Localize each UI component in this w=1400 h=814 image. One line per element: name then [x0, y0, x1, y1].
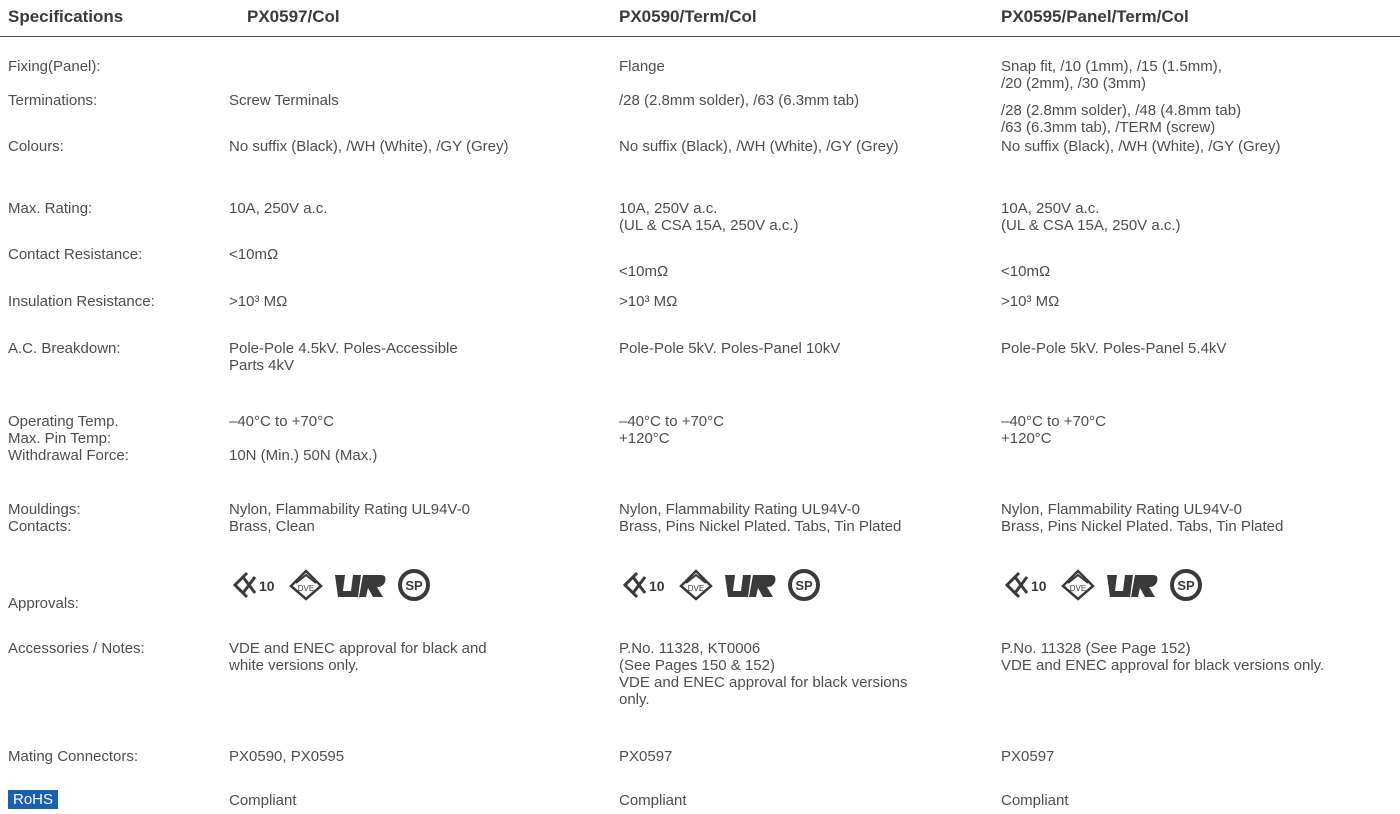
- value-rohs-px0590: Compliant: [619, 792, 687, 809]
- rohs-badge: [8, 790, 58, 809]
- value-terminations-px0590: /28 (2.8mm solder), /63 (6.3mm tab): [619, 92, 860, 109]
- header-px0595: PX0595/Panel/Term/Col: [1001, 7, 1189, 26]
- header-px0597: PX0597/Col: [247, 7, 340, 26]
- value-mating-px0597: PX0590, PX0595: [229, 748, 345, 765]
- approval-marks-px0590: [619, 568, 989, 602]
- value-accessories-px0595: P.No. 11328 (See Page 152) VDE and ENEC approval for black versions only.: [1001, 640, 1325, 674]
- vde-icon: [1061, 569, 1095, 601]
- value-terminations-px0595: /28 (2.8mm solder), /48 (4.8mm tab) /63 (6.3mm tab), /TERM (screw): [1001, 102, 1242, 136]
- header-px0590: PX0590/Term/Col: [619, 7, 757, 26]
- label-contact-resistance: Contact Resistance:: [8, 246, 143, 263]
- enec-10-icon: [619, 569, 669, 601]
- svg-text:DVE: DVE: [297, 584, 315, 593]
- label-ac-breakdown: A.C. Breakdown:: [8, 340, 121, 357]
- value-colours-px0590: No suffix (Black), /WH (White), /GY (Grey): [619, 138, 899, 155]
- label-insulation-resistance: Insulation Resistance:: [8, 293, 155, 310]
- value-temperatures-px0595: –40°C to +70°C +120°C: [1001, 413, 1106, 447]
- value-contact-resistance-px0590: <10mΩ: [619, 263, 669, 280]
- header-specifications: Specifications: [8, 7, 124, 26]
- approval-marks-px0597: [229, 568, 599, 602]
- value-ac-breakdown-px0595: Pole-Pole 5kV. Poles-Panel 5.4kV: [1001, 340, 1227, 357]
- value-insulation-resistance-px0595: >10³ MΩ: [1001, 293, 1060, 310]
- value-mating-px0590: PX0597: [619, 748, 673, 765]
- label-materials: Mouldings: Contacts:: [8, 501, 81, 535]
- svg-text:SP: SP: [405, 578, 423, 593]
- value-insulation-resistance-px0597: >10³ MΩ: [229, 293, 288, 310]
- svg-text:SP: SP: [1177, 578, 1195, 593]
- rohs-label: RoHS: [8, 790, 58, 809]
- value-accessories-px0590: P.No. 11328, KT0006 (See Pages 150 & 152) VDE and ENEC approval for black versions only.: [619, 640, 908, 708]
- value-ac-breakdown-px0590: Pole-Pole 5kV. Poles-Panel 10kV: [619, 340, 841, 357]
- svg-text:DVE: DVE: [1069, 584, 1087, 593]
- value-materials-px0590: Nylon, Flammability Rating UL94V-0 Brass, Pins Nickel Plated. Tabs, Tin Plated: [619, 501, 902, 535]
- enec-10-icon: [229, 569, 279, 601]
- label-max-rating: Max. Rating:: [8, 200, 93, 217]
- svg-text:DVE: DVE: [687, 584, 705, 593]
- csa-icon: [787, 568, 821, 602]
- value-ac-breakdown-px0597: Pole-Pole 4.5kV. Poles-Accessible Parts 4kV: [229, 340, 458, 374]
- vde-icon: [289, 569, 323, 601]
- label-terminations: Terminations:: [8, 92, 98, 109]
- value-contact-resistance-px0595: <10mΩ: [1001, 263, 1051, 280]
- ur-icon: [723, 569, 777, 601]
- approval-marks-px0595: [1001, 568, 1400, 602]
- label-approvals: Approvals:: [8, 595, 79, 612]
- svg-text:10: 10: [649, 578, 665, 594]
- ur-icon: [1105, 569, 1159, 601]
- value-rohs-px0597: Compliant: [229, 792, 297, 809]
- label-fixing: Fixing(Panel):: [8, 58, 101, 75]
- value-fixing-px0590: Flange: [619, 58, 665, 75]
- value-max-rating-px0590: 10A, 250V a.c. (UL & CSA 15A, 250V a.c.): [619, 200, 799, 234]
- value-insulation-resistance-px0590: >10³ MΩ: [619, 293, 678, 310]
- value-fixing-px0595: Snap fit, /10 (1mm), /15 (1.5mm), /20 (2mm), /30 (3mm): [1001, 58, 1222, 92]
- label-temperatures: Operating Temp. Max. Pin Temp: Withdrawal Force:: [8, 413, 129, 464]
- value-rohs-px0595: Compliant: [1001, 792, 1069, 809]
- svg-text:10: 10: [259, 578, 275, 594]
- label-mating-connectors: Mating Connectors:: [8, 748, 139, 765]
- label-colours: Colours:: [8, 138, 64, 155]
- value-temperatures-px0590: –40°C to +70°C +120°C: [619, 413, 724, 447]
- value-contact-resistance-px0597: <10mΩ: [229, 246, 279, 263]
- value-max-rating-px0597: 10A, 250V a.c.: [229, 200, 328, 217]
- csa-icon: [397, 568, 431, 602]
- value-colours-px0597: No suffix (Black), /WH (White), /GY (Grey): [229, 138, 509, 155]
- vde-icon: [679, 569, 713, 601]
- value-materials-px0597: Nylon, Flammability Rating UL94V-0 Brass, Clean: [229, 501, 470, 535]
- csa-icon: [1169, 568, 1203, 602]
- enec-10-icon: [1001, 569, 1051, 601]
- value-temperatures-px0597: –40°C to +70°C 10N (Min.) 50N (Max.): [229, 413, 378, 464]
- value-mating-px0595: PX0597: [1001, 748, 1055, 765]
- svg-text:SP: SP: [795, 578, 813, 593]
- value-accessories-px0597: VDE and ENEC approval for black and white versions only.: [229, 640, 487, 674]
- value-terminations-px0597: Screw Terminals: [229, 92, 339, 109]
- spec-table-header: [0, 0, 1400, 37]
- ur-icon: [333, 569, 387, 601]
- value-colours-px0595: No suffix (Black), /WH (White), /GY (Grey): [1001, 138, 1281, 155]
- value-max-rating-px0595: 10A, 250V a.c. (UL & CSA 15A, 250V a.c.): [1001, 200, 1181, 234]
- label-accessories: Accessories / Notes:: [8, 640, 145, 657]
- value-materials-px0595: Nylon, Flammability Rating UL94V-0 Brass, Pins Nickel Plated. Tabs, Tin Plated: [1001, 501, 1284, 535]
- svg-text:10: 10: [1031, 578, 1047, 594]
